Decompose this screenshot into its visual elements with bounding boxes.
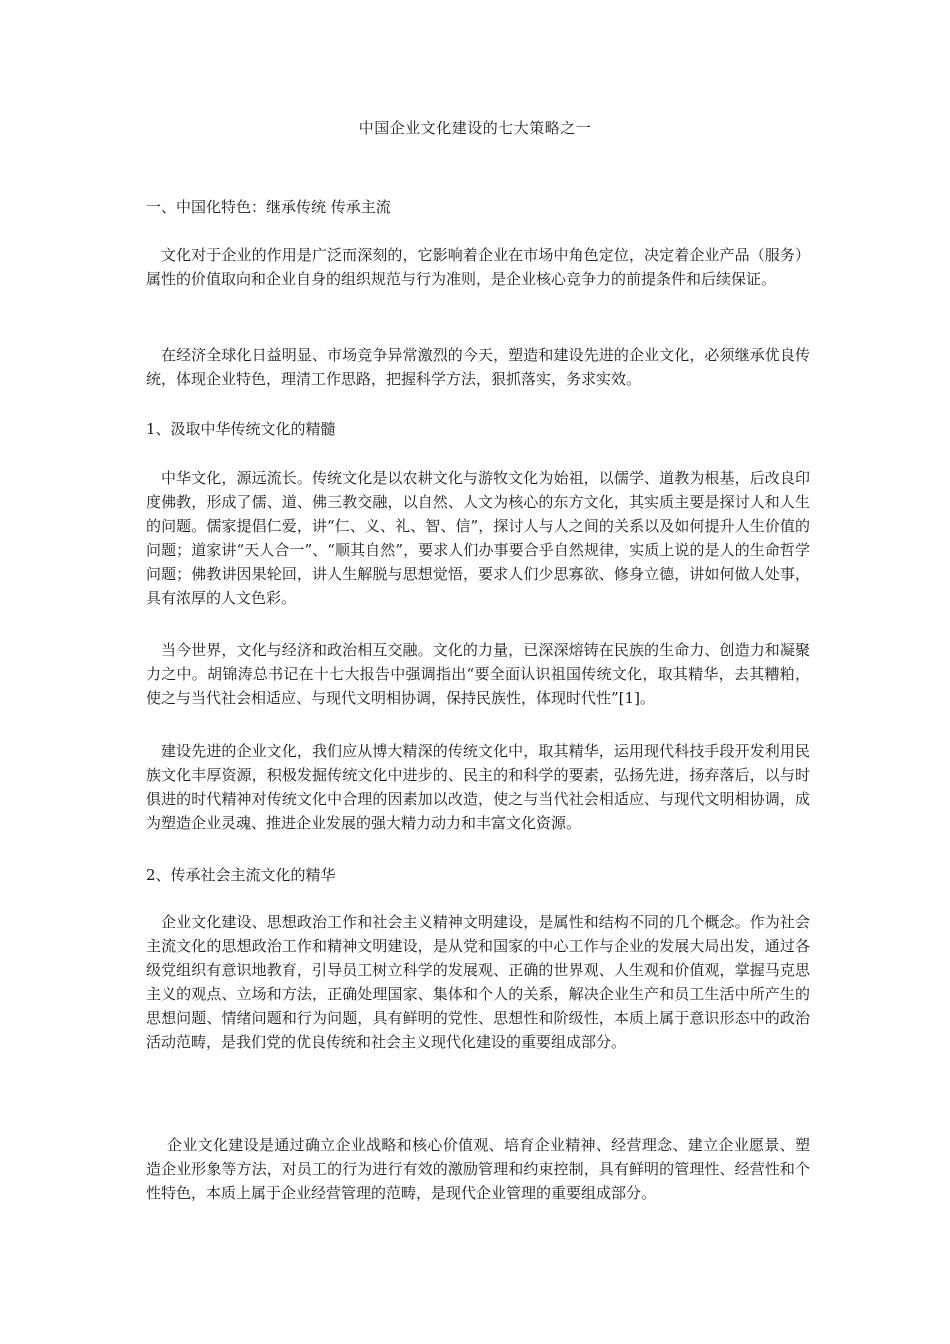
paragraph-4: 当今世界，文化与经济和政治相互交融。文化的力量，已深深熔铸在民族的生命力、创造力和凝聚力之中。胡锦涛总书记在十七大报告中强调指出“要全面认识祖国传统文化，取其精华，去其糟粕，使之与当代社会相适应、与现代文明相协调，保持民族性，体现时代性”[1]。: [146, 641, 810, 707]
paragraph-1: 文化对于企业的作用是广泛而深刻的，它影响着企业在市场中角色定位，决定着企业产品（服务）属性的价值取向和企业自身的组织规范与行为准则，是企业核心竞争力的前提条件和后续保证。: [146, 246, 810, 288]
subheading-1: 1、汲取中华传统文化的精髓: [146, 420, 336, 438]
subheading-2: 2、传承社会主流文化的精华: [146, 866, 336, 884]
paragraph-3: 中华文化，源远流长。传统文化是以农耕文化与游牧文化为始祖，以儒学、道教为根基，后改良印度佛教，形成了儒、道、佛三教交融，以自然、人文为核心的东方文化，其实质主要是探讨人和人生的问题。儒家提倡仁爱，讲“仁、义、礼、智、信”，探讨人与人之间的关系以及如何提升人生价值的问题；道家讲“天人合一”、“顺其自然”，要求人们办事要合乎自然规律，实质上说的是人的生命哲学问题；佛教讲因果轮回，讲人生解脱与思想觉悟，要求人们少思寡欲、修身立德，讲如何做人处事，具有浓厚的人文色彩。: [146, 469, 810, 607]
paragraph-6: 企业文化建设、思想政治工作和社会主义精神文明建设，是属性和结构不同的几个概念。作为社会主流文化的思想政治工作和精神文明建设，是从党和国家的中心工作与企业的发展大局出发，通过各级党组织有意识地教育，引导员工树立科学的发展观、正确的世界观、人生观和价值观，掌握马克思主义的观点、立场和方法，正确处理国家、集体和个人的关系，解决企业生产和员工生活中所产生的思想问题、情绪问题和行为问题，具有鲜明的党性、思想性和阶级性，本质上属于意识形态中的政治活动范畴，是我们党的优良传统和社会主义现代化建设的重要组成部分。: [146, 913, 810, 1051]
paragraph-2: 在经济全球化日益明显、市场竞争异常激烈的今天，塑造和建设先进的企业文化，必须继承优良传统，体现企业特色，理清工作思路，把握科学方法，狠抓落实，务求实效。: [146, 346, 810, 388]
paragraph-5: 建设先进的企业文化，我们应从博大精深的传统文化中，取其精华，运用现代科技手段开发利用民族文化丰厚资源，积极发掘传统文化中进步的、民主的和科学的要素，弘扬先进，扬弃落后，以与时俱进的时代精神对传统文化中合理的因素加以改造，使之与当代社会相适应、与现代文明相协调，成为塑造企业灵魂、推进企业发展的强大精力动力和丰富文化资源。: [146, 742, 810, 832]
section-heading: 一、中国化特色：继承传统 传承主流: [146, 198, 391, 216]
paragraph-7: 企业文化建设是通过确立企业战略和核心价值观、培育企业精神、经营理念、建立企业愿景、塑造企业形象等方法，对员工的行为进行有效的激励管理和约束控制，具有鲜明的管理性、经营性和个性特色，本质上属于企业经营管理的范畴，是现代企业管理的重要组成部分。: [146, 1136, 810, 1202]
document-title: 中国企业文化建设的七大策略之一: [358, 119, 592, 137]
